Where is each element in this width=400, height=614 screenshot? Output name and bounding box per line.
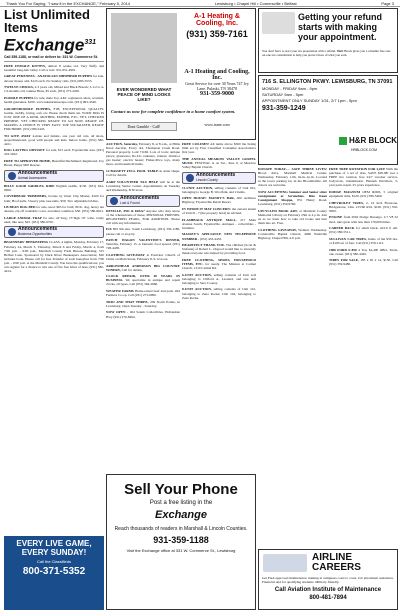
list-item: BILLY GOOD SADDLES, RIDE English saddle, $150. (931) 624-9956. <box>4 183 104 192</box>
list-item: AARP VOLUNTEER TAX HELP will be at the Lewisburg Senior Center. Appointments on Tuesday and Wednesday, 8:30 noon. <box>106 179 180 192</box>
list-item: FREE COLUMN! All items above $500 the listing limit set by Free Classified Consumer Association's first year. <box>182 142 256 155</box>
list-item: LB BEAN DOG BED for sale, used. $65 for both; 80 lb. dog, heavy tan dearest, zip off washable cover, excellent condition, $50. (931) 580-6621. <box>4 205 104 214</box>
list-item: DONATE TODAY..... SAVE THREE LIVES! Blood drive, Marshall Medical Center, Wednesday, February 11th, 9a.m.-1p.m. Located in the lower parking lot, in the Bloodmobile. All donors are welcome. <box>258 167 327 188</box>
section-badge-business-opportunities: Announcements Business Opportunities <box>4 226 104 238</box>
list-item: ENGINE from 2002 Dodge Durango, 4.7 V8 52 mod, runs great with less than 170,000 miles. <box>329 215 398 224</box>
classifieds-column-3 <box>182 142 256 472</box>
list-item: COVERBEAR TRIMMERS, bronze by Oster Clip Master, $100 for both; Hoof nails, 3 heavy plus rose nails, $50; Two adjustable bridles. <box>4 194 104 203</box>
list-item: CLOTHING GIVEAWAY at Eastview Church of Christ on Main Street, February 8, 9-12 noon. <box>106 252 180 261</box>
list-item: CLOTHING GIVEAWAY, Women: Wednesday. Cornersville Baptist Church, 4066 Nashville Highway, Chapel Hill, 4-6 p.m. <box>258 227 327 240</box>
list-item: TIRES FOR SALE, 185 x 65 x 14, $150. Call (931) 359-9480. <box>329 258 398 267</box>
list-item: FREE TREE ROTATION FOR 2,015! With the purchase of a set of tires, SAVE $95.98! Get a FREE tire rotation, free 24/7 wrecker service, bodywork, transmission. Hannah Davidson, 3-year parts repair. 25 years experience. <box>329 167 398 188</box>
list-item: NOW ACCEPTING Summer and Senior sitter consignment at Scrunchies. Rite Kean Consignment Shoppe, 831 Henry Road, Lewisburg. (931) 359-9760. <box>258 189 327 207</box>
refund-body: You don't have to start your tax preparation with a refund. H&R Block gives you a valuable free one-on-one tax consultation to help you protect more of what you earn. <box>262 49 392 57</box>
list-item: THE ANNUAL MEADOW VALLEY GOSPEL MUSIC FESTIVAL is on Sat., June 9, at Meadow Valley Baptist Church. <box>182 156 256 169</box>
hr-block-office-info: 716 S. ELLINGTON PKWY. LEWISBURG, TN 37091 MONDAY - FRIDAY 9am - 9pm SATURDAY 9am - 5pm APPOINTMENT ONLY SUNDAY 1/31, 2/7 1pm - 5pm 931-359-1249 H&R BLOCK HRBLOCK.COM <box>258 75 398 165</box>
section-badge-animal-accessories: Announcements Animal Accessories <box>4 170 104 182</box>
list-item: 12 BASSETT FULL POOL TABLE in sister shape. Call for details. <box>106 169 180 178</box>
list-item: TO GIVE AWAY 4-male and female, one year old cats, all shots, spayed/neutered, good with people and kids. Indoor home. (931) 580-4221. <box>4 133 104 146</box>
section-badge-lincoln-county: Announcements Lincoln County <box>182 172 256 184</box>
announcements-icon <box>8 228 16 236</box>
list-item: DODGE MAGNUM OEM RIMS, 5 original equipment rims, $120. (931) 580-5460. <box>329 189 398 199</box>
list-item: 8-UNIT AUCTION, selling contents of Unit 101, belonging to Zena Rocke; Unit 104, belonging to Zena Rocke. <box>182 287 256 300</box>
tax-refund-ad <box>258 8 398 73</box>
list-item: ARROWHEAD ANDERSON BIG COUNTRY WINERY, Call for details. <box>106 263 180 272</box>
refund-photo <box>262 12 295 34</box>
list-item: AUCTION, Saturday, February 8, at 8 a.m., at Hilda Knox Auction, Every old, Thompson Creek Road. Personal property. Lot# 71166. Lots of tools; antique plows; glassware; Ro-Do canisters, trailers; Outdoor gas heater; electric heater; Fisher-Price toys, many more, and household items. <box>106 142 180 167</box>
list-item: LARGE ANIMAL TRAP for sale, 42"long, 15"high 16" wide, rarely used, like new, $25. (931) 580-9750. <box>4 215 104 224</box>
list-item: SULLIVAN CAR TIRES, home of the $30 tire, or $100 set of four. Call (931) 359-1115. <box>329 236 398 245</box>
section-badge-lost-found: Announcements Lost & Found <box>106 195 180 207</box>
sell-ad-phone: 931-359-1188 <box>153 535 209 545</box>
list-item: DEVILLE, PIO & IRSA? Anyone who may know of the whereabouts of these, PERSONAL FRIENDS, REGISTERED PEARL, FOR ADOPTION. Please call with any information. <box>106 208 180 225</box>
list-item: IN WHOM IT MAY CONCERN: the current tenant of Unit D - 7 (the property hold) be advised. <box>182 206 256 216</box>
list-item: 11-UNIT AUCTION, selling contents of Unit 601, belonging to George B. Woolfolk, and 2 items. <box>182 185 256 194</box>
company-name: A-1 Heating and Cooling, Inc. <box>184 69 250 81</box>
trane-link[interactable]: www.trane.com <box>204 122 230 127</box>
list-item: IUS 803 9th Ave. South Lewisburg. (931) 359-1180, please call or stop by. <box>106 227 180 236</box>
airline-careers-ad: AIRLINE CAREERS Get FAA approved maintenance training at campuses coast to coast. Job placement assistance. Financial Aid for qualifying students. Military friendly. Call Aviation Institute of Maintenance 800-481-7894 <box>258 549 398 610</box>
office-address: 716 S. ELLINGTON PKWY. LEWISBURG, TN 37091 <box>262 79 393 85</box>
heating-cooling-ad <box>106 8 256 140</box>
masthead-instructions: Call 359-1188, or mail or deliver to: 331 W. Commerce St. <box>4 54 98 59</box>
classifieds-column-4 <box>258 167 398 547</box>
family-photo <box>111 13 177 83</box>
list-item: POODLE PUPPIES for sale, male Toy, AKC registered, shots, wormed, health guarantee. $450. www.laketarieteacups.com. (931) 993-4349. <box>4 95 104 104</box>
office-phone: 931-359-1249 <box>262 105 306 112</box>
sell-your-phone-ad: Sell Your Phone Post a free listing in the Exchange Reach thousands of readers in Marshall & Lincoln Counties. 931-359-1188 Visit the Exchange office at 331 W. Commerce St., Lewisburg <box>106 474 256 610</box>
list-item: DOG LASTING ODYSSEY for sale, $15 each. Fayetteville area. (931) 433-5922. <box>4 148 104 157</box>
list-item: GOLDENDOODLE PUPPIES, F1B, EXCEPTIONAL QUALITY. Gentle, cuddly, loving, soft, etc. Please check them out. YOUR DOG IS JUST ONE OF A KIND, MOTHER, FATHER, ETC. VET, CHECKED PREMISE. VET CHECKED, READY TO GO NOW, READY 2/8. MAKING A CHOICE IS VERY EASY. TOP SOCIALIZED, READY FOR HOME. (931) 580-5445. <box>4 106 104 131</box>
classifieds-phone: 800-371-5352 <box>22 566 86 577</box>
ad-list <box>4 64 104 167</box>
list-item: 6-UNIT AUCTION, selling contents of Unit 4-D belonging to Clifford A. Leonard, and one unit belonging to Sara Cooney. <box>182 272 256 285</box>
sell-ad-brand: Exchange <box>155 509 207 521</box>
list-item: BEGINNERS' BEEKEEPING CLASS, 4 nights, Monday, February 17, February 24, March 3, Thursday, March 6 and Friday, March 4, from 7:00 p.m. - 9:00 p.m., Marshall County Farm Bureau Building, 315 Belfast Lane. Sponsored by Duck River Beekeepers Association; $20 includes book. Please call for free Transfer of each honeybee from 7:00 p.m. - 9:00 p.m. at the Marshall County. You have the qualifications; you can register for a chance to win one of five free hives of bees. (931) 580-4414. <box>4 240 104 274</box>
divider <box>4 61 104 62</box>
refund-title: Getting your refund starts with making your appointment. <box>298 12 382 42</box>
list-item: OPEN HOUSE! MANDY'S BAR, 400 Ardmore Highway, Fayetteville Retail Resort. <box>182 196 256 205</box>
a1-phone-small: (931) 359-7161 <box>186 29 248 39</box>
announcements-icon <box>110 197 118 205</box>
announcements-icon <box>186 174 194 182</box>
list-item: CAREER BACK for small black, 4x3-6 ft tall. (931) 580-5511. <box>329 226 398 235</box>
hr-block-square-icon <box>339 137 347 145</box>
list-item: HEARTFELT THANK YOU. The children (Scott & Stefanie) of Robert L. Osgood would like to sincerely thank everyone who helped by providing food. <box>182 243 256 256</box>
airline-phone: 800-481-7894 <box>309 594 347 601</box>
list-item: UPCYCLED BOOK ART, at Marshall County Memorial Library on February 25th at 4 p.m. Join us as we learn how to take old books and turn them into art. Free. <box>258 208 327 226</box>
list-item: FREE FEMALE KITTEN, almost 8 weeks old. Very fluffy and beautiful long-hair tabby. Call or text: 931-651-4991. <box>4 63 104 72</box>
company-phone: 931-359-9000 <box>200 91 234 97</box>
airplane-image <box>263 554 307 572</box>
page-header <box>0 0 400 7</box>
list-item: 1986 FORD F-850 4 Ton, $2,400 OBO, Truck, one owner. (931) 580-4420. <box>329 247 398 256</box>
masthead-brand: Exchange$^{331}$ <box>4 35 96 55</box>
list-item: MASSEY'S APPLIANCE NEW TELEPHONE NUMBER - (931) 433-4433. <box>182 232 256 241</box>
header-left: Thank You For Saying, "I saw it in the EXCHANGE," February 5, 2014 <box>6 1 131 6</box>
header-center: Lewisburg • Chapel Hill • Cornersville • Belfast <box>214 1 297 6</box>
list-item: PATCH WAGON VALENTINE'S DINNER, Saturday, February 15. A fantastic food spread. (931) 728-4438. <box>106 238 180 251</box>
list-item: WEAVER FARMS Home-raised beef and pork. Old Farmers Co-op. Call (931) 273-0990. <box>106 289 180 298</box>
dont-gamble-badge: Dont Gamble - Call! <box>111 122 177 131</box>
list-item: TRIO AND THAT THREE, 209 North Pointe, in Lewisburg. Open Tuesday - Saturday. <box>106 299 180 308</box>
ad-contact-line: Contact us now for complete confidence in a home comfort system. <box>111 109 236 114</box>
classifieds-column-2 <box>106 142 180 472</box>
ad-list <box>4 240 104 273</box>
sell-ad-title: Sell Your Phone <box>124 481 238 498</box>
list-item: FREE TO APPROVED HOME, Beautiful Dachshund, Registered, Toy Breed, Puppy Mill Rescue. <box>4 159 104 168</box>
ad-caption: EVER WONDERED WHAT PEACE OF MIND LOOKS LIKE? <box>116 87 172 102</box>
list-item: GREAT PYRENEES - ANATOLIAN SHEPHERD PUPPIES for sale, devour mouse odd, $125 each. No Sunday calls. (931) 683-5555. <box>4 74 104 83</box>
ad-list <box>4 184 104 224</box>
list-item: FREE CLOTHING, SHOES, HOUSEHOLD ITEMS, ETC. for needy. The Mission at Carmel Church, 1310 Carmel Rd. <box>182 257 256 271</box>
list-item: CLOCK REPAIR, OVER 40 YEARS IN BUSINESS. We specialize in antique and repair clocks, all types. Call (931) 364-2666. <box>106 274 180 287</box>
list-item: TWELVE CHICKS, 2-3 years old, Mixed and Black Breeds; 3-1/2 to 4-1/2-months old, Guinea Hens, $5 each. (931) 273-4430. <box>4 85 104 94</box>
a1-logo: A-1 Heating & Cooling, Inc. <box>194 13 240 27</box>
classifieds-promo-ad: EVERY LIVE GAME, EVERY SUNDAY! Call the Classifieds 800-371-5352 <box>4 536 104 610</box>
company-address: Great Service for over 30 Years 747 Ivy Lane, Pulaski, TN 38478 <box>185 81 249 91</box>
classifieds-column-1 <box>4 8 104 612</box>
masthead <box>4 8 104 59</box>
hr-block-url[interactable]: HRBLOCK.COM <box>351 148 378 152</box>
list-item: FLASHBACK ANTIQUE MALL, 217 Main Avenue South, Fayetteville. Antiques - collectibles - furniture. <box>182 217 256 230</box>
middle-classifieds <box>106 142 256 472</box>
list-item: NOW OPEN - Old Salem Collectibles, Hollandale Hwy (931) 270-8494. <box>106 310 180 319</box>
list-item: CHEVROLET TIRES, 2, 16 inch Firestone, Bridgestone, 14in. 215/60 R16, $100. (931) 359-9950. <box>329 200 398 213</box>
announcements-icon <box>8 172 16 180</box>
airline-body: Get FAA approved maintenance training at campuses coast to coast. Job placement assistance. Financial Aid for qualifying students. Military friendly. <box>262 576 394 585</box>
header-right: Page 3 <box>381 1 394 6</box>
masthead-title: List Unlimited Items <box>4 8 90 35</box>
hr-block-logo: H&R BLOCK <box>339 136 397 145</box>
airline-title: AIRLINE CAREERS <box>312 552 361 573</box>
